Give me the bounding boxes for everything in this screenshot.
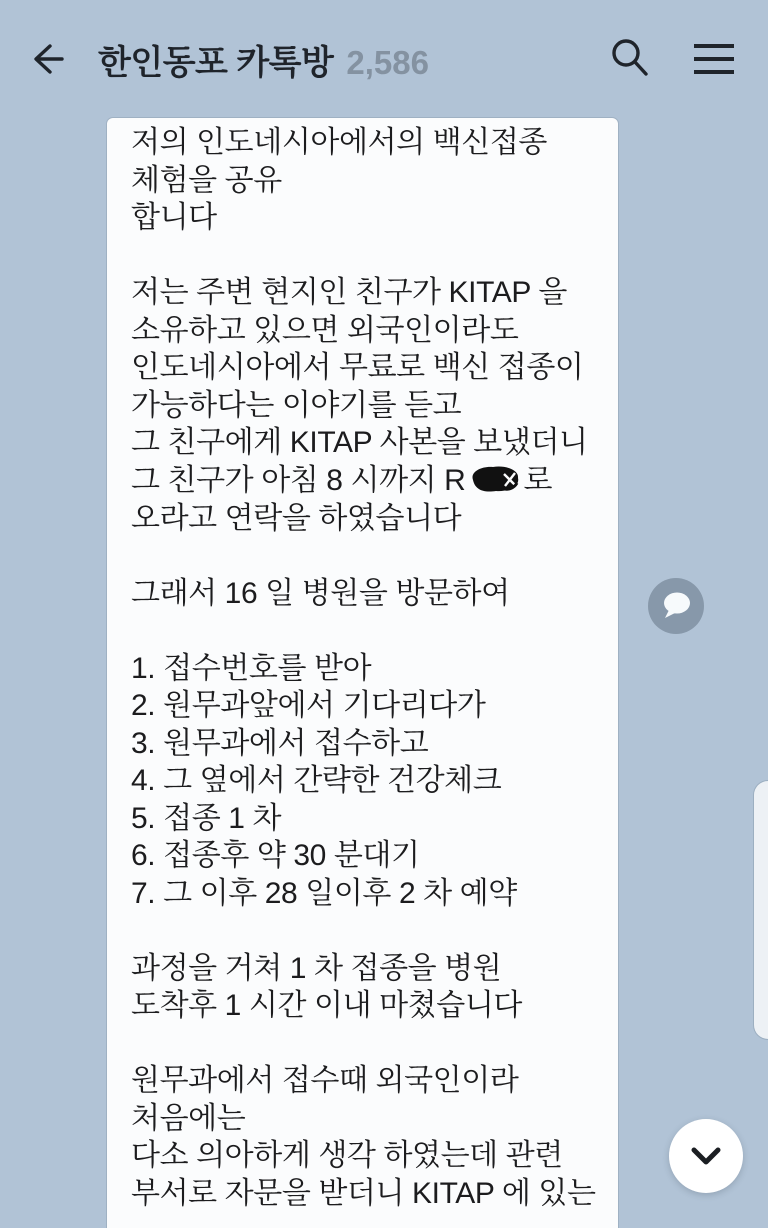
message-line: 과정을 거쳐 1 차 접종을 병원 [131,951,502,985]
message-line: 그래서 16 일 병원을 방문하여 [131,576,510,610]
message-line: 7. 그 이후 28 일이후 2 차 예약 [131,876,517,910]
message-line: 부서로 자문을 받더니 KITAP 에 있는 [131,1176,596,1210]
message-line: 체험을 공유 [131,163,282,197]
scroll-to-bottom-button[interactable] [669,1119,743,1193]
message-line [131,537,610,575]
message-line: 저의 인도네시아에서의 백신접종 [131,126,547,159]
search-icon [604,33,656,85]
redacted-line-post: 로 [523,463,553,497]
message-line: 3. 원무과에서 접수하고 [131,726,429,760]
message-line: 합니다 [131,201,217,234]
chat-title-group [98,35,429,84]
message-line: 인도네시아에서 무료로 백신 접종이 [131,351,584,384]
header-actions [602,0,768,118]
message-line: 4. 그 옆에서 간략한 건강체크 [131,764,502,798]
message-line: 소유하고 있으면 외국인이라도 [131,313,519,347]
back-button[interactable] [28,39,68,79]
chat-room-title: 한인동포 카톡방 [98,43,334,82]
message-line [131,1025,610,1063]
chevron-down-icon [684,1134,728,1178]
speech-bubble-icon [659,589,693,623]
message-line: 가능하다는 이야기를 듣고 [131,388,462,422]
floating-message-button[interactable] [648,578,704,634]
message-line: 저는 주변 현지인 친구가 KITAP 을 [131,276,567,309]
message-line [131,612,610,650]
message-line [131,912,610,950]
message-line: 다소 의아하게 생각 하였는데 관련 [131,1139,563,1173]
message-line: 6. 접종후 약 30 분대기 [131,839,420,873]
message-line: 1. 접수번호를 받아 [131,651,372,685]
redacted-line-pre: 그 친구가 아침 8 시까지 R [131,463,466,497]
message-line [131,237,610,275]
message-line: 그 친구에게 KITAP 사본을 보냈더니 [131,426,588,459]
message-bubble[interactable] [107,118,618,1228]
back-arrow-icon [28,39,68,79]
menu-button[interactable] [686,31,742,87]
message-line: 처음에는 [131,1101,246,1135]
hamburger-menu-icon [689,34,739,84]
message-line: 2. 원무과앞에서 기다리다가 [131,689,486,723]
message-line-redacted [131,462,610,500]
message-line: 5. 접종 1 차 [131,801,282,835]
message-line: 도착후 1 시간 이내 마쳤습니다 [131,989,522,1023]
message-line: 오라고 연락을 하였습니다 [131,501,462,535]
message-line: 원무과에서 접수때 외국인이라 [131,1064,519,1098]
scrollbar-thumb[interactable] [754,781,768,1039]
redaction-scribble [468,464,520,494]
chat-header [0,0,768,118]
search-button[interactable] [602,31,658,87]
member-count: 2,586 [346,43,429,81]
